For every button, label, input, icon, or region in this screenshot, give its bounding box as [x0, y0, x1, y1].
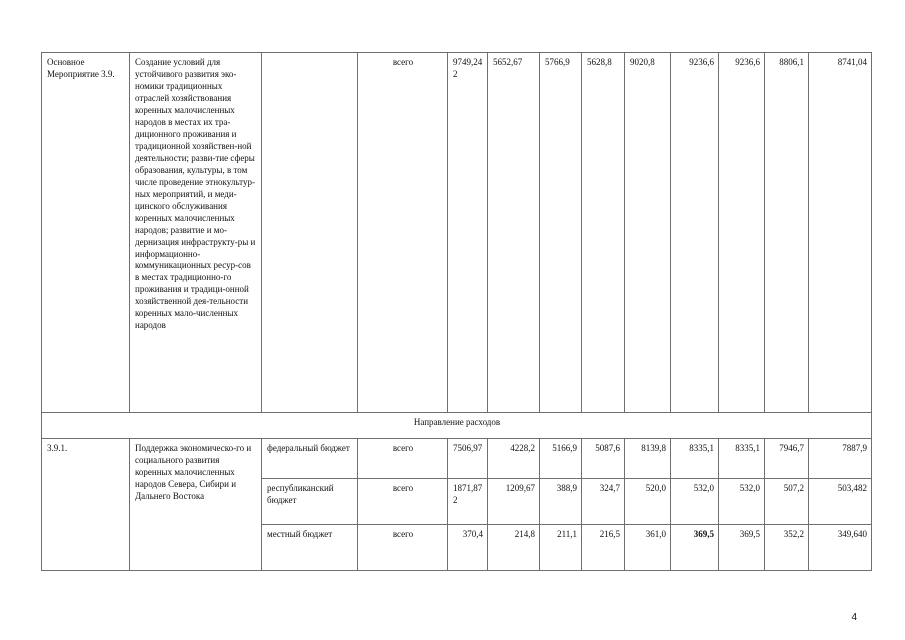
- funding-value: 532,0: [671, 479, 719, 525]
- funding-value: 214,8: [488, 525, 540, 571]
- funding-value: 4228,2: [488, 439, 540, 479]
- funding-value: 8335,1: [671, 439, 719, 479]
- funding-value: 352,2: [765, 525, 809, 571]
- funding-value-highlighted: 369,5: [671, 525, 719, 571]
- funding-total-label: всего: [358, 439, 448, 479]
- funding-source: республиканский бюджет: [262, 479, 358, 525]
- funding-value: 349,640: [809, 525, 872, 571]
- sub-event-name: Поддержка экономическо-го и социального развития коренных малочисленных народов Севера, Сибири и Дальнего Востока: [130, 439, 262, 571]
- main-event-value: 9020,8: [625, 53, 671, 413]
- funding-value: 5087,6: [582, 439, 625, 479]
- main-event-name: Создание условий для устойчивого развития эко-номики традиционных отраслей хозяйствования коренных малочисленных народов в местах их тра-диционного проживания и традиционной хозяйствен-ной деятельности; разви-тие сферы образования, культуры, в том числе проведение этнокультур-ных мероприятий, и меди-цинского обслуживания коренных малочисленных народов; развитие и мо-дернизация инфраструкту-ры и информационно-коммуникационных ресур-сов в местах традиционно-го проживания и традици-онной хозяйственной дея-тельности коренных мало-численных народов: [130, 53, 262, 413]
- funding-value: 7506,97: [448, 439, 488, 479]
- main-event-value: 5766,9: [540, 53, 582, 413]
- main-event-value: 9236,6: [719, 53, 765, 413]
- main-event-source: [262, 53, 358, 413]
- main-event-value: 9749,242: [448, 53, 488, 413]
- section-heading: Направление расходов: [42, 413, 872, 439]
- funding-value: 8335,1: [719, 439, 765, 479]
- funding-value: 503,482: [809, 479, 872, 525]
- section-heading-row: [42, 413, 872, 439]
- funding-value: 216,5: [582, 525, 625, 571]
- funding-value: 7946,7: [765, 439, 809, 479]
- funding-value: 370,4: [448, 525, 488, 571]
- funding-value: 507,2: [765, 479, 809, 525]
- funding-value: 8139,8: [625, 439, 671, 479]
- funding-total-label: всего: [358, 479, 448, 525]
- funding-value: 324,7: [582, 479, 625, 525]
- main-event-value: 5628,8: [582, 53, 625, 413]
- main-event-total-label: всего: [358, 53, 448, 413]
- main-event-value: 8741,04: [809, 53, 872, 413]
- main-event-value: 9236,6: [671, 53, 719, 413]
- main-event-value: 8806,1: [765, 53, 809, 413]
- funding-value: 211,1: [540, 525, 582, 571]
- funding-value: 1871,872: [448, 479, 488, 525]
- page-number: 4: [851, 612, 857, 623]
- funding-value: 532,0: [719, 479, 765, 525]
- sub-event-code: 3.9.1.: [42, 439, 130, 571]
- funding-value: 5166,9: [540, 439, 582, 479]
- funding-value: 7887,9: [809, 439, 872, 479]
- funding-value: 369,5: [719, 525, 765, 571]
- program-table: [41, 52, 872, 571]
- funding-value: 361,0: [625, 525, 671, 571]
- main-event-code: Основное Мероприятие 3.9.: [42, 53, 130, 413]
- main-event-row: [42, 53, 872, 413]
- sub-event-row-federal: [42, 439, 872, 479]
- main-event-value: 5652,67: [488, 53, 540, 413]
- funding-total-label: всего: [358, 525, 448, 571]
- funding-value: 520,0: [625, 479, 671, 525]
- funding-source: местный бюджет: [262, 525, 358, 571]
- funding-value: 1209,67: [488, 479, 540, 525]
- funding-value: 388,9: [540, 479, 582, 525]
- funding-source: федеральный бюджет: [262, 439, 358, 479]
